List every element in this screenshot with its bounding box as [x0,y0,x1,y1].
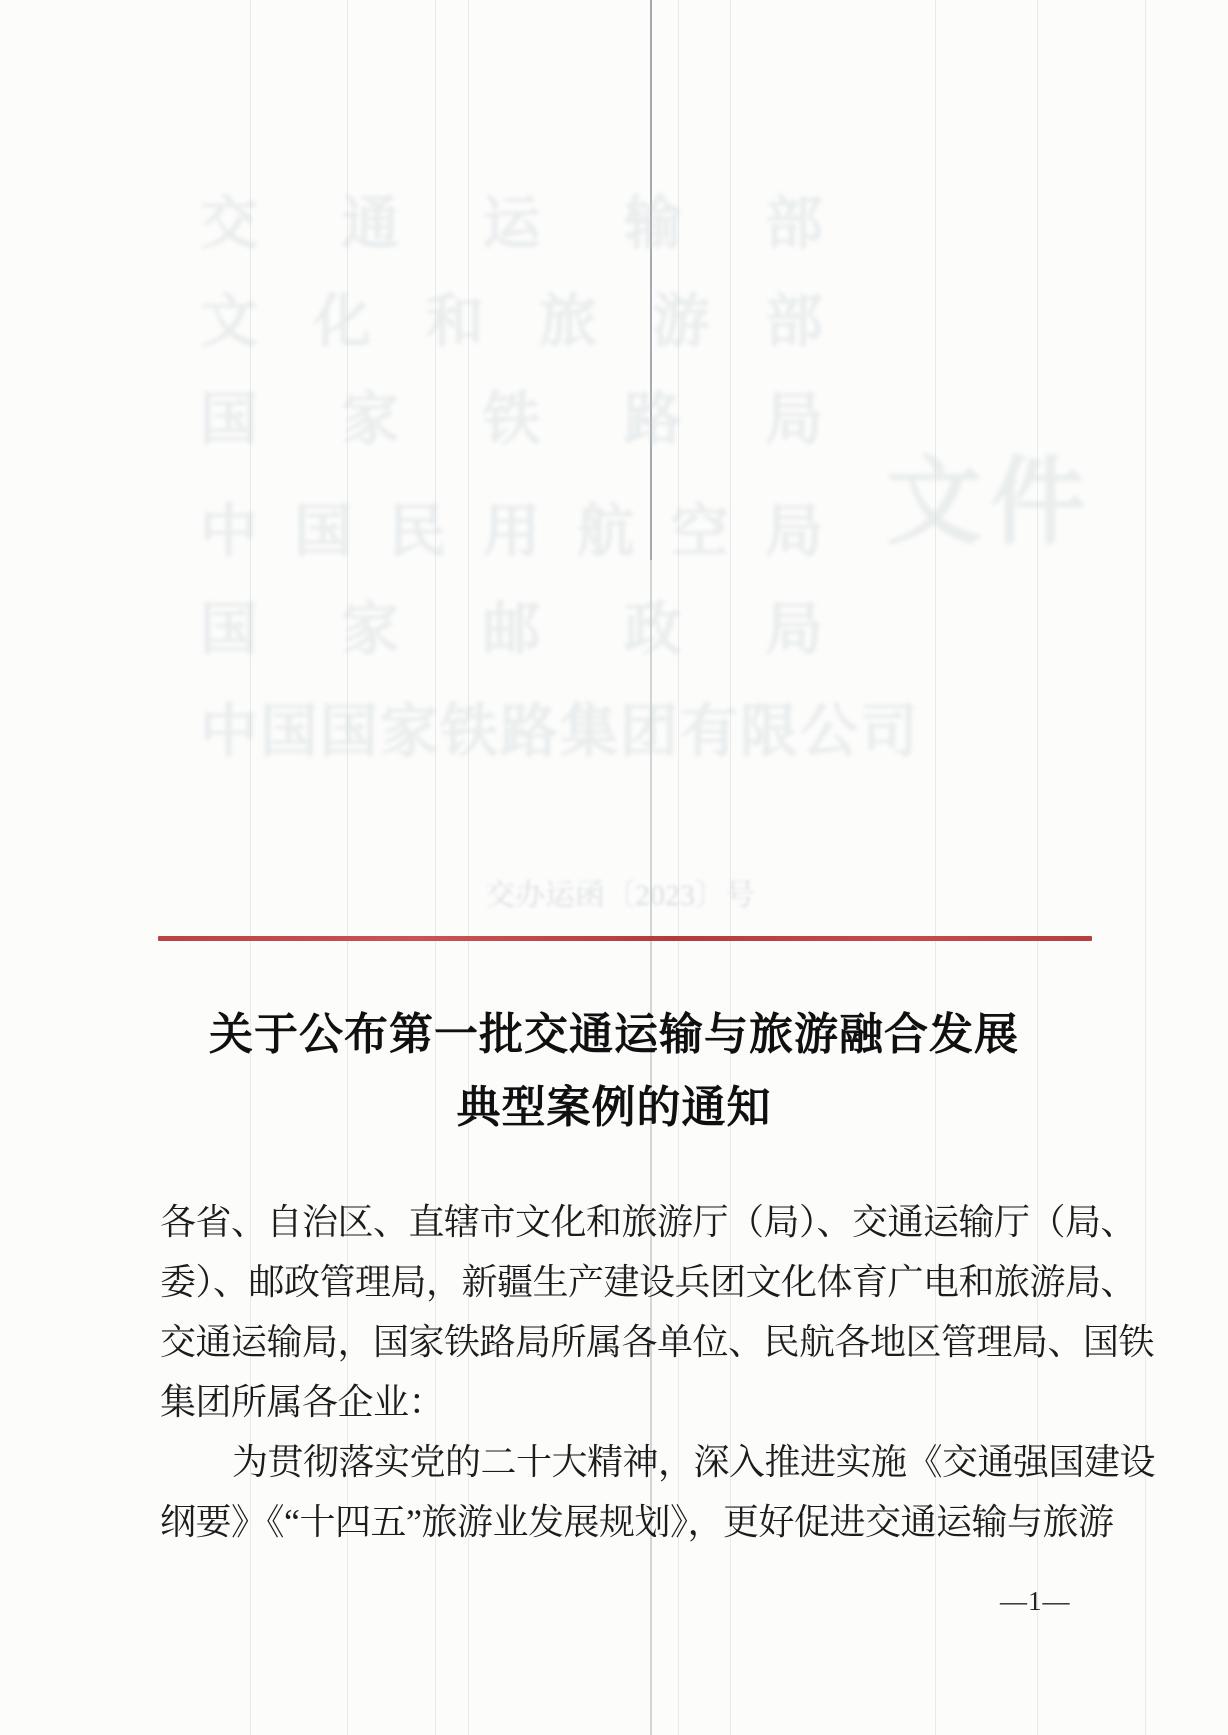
body-line: 纲要》《“十四五”旅游业发展规划》，更好促进交通运输与旅游 [160,1502,1114,1542]
scan-streak [650,0,652,560]
letterhead-agency-row: 中国国家铁路集团有限公司 [200,699,921,764]
body-line: 交通运输局，国家铁路局所属各单位、民航各地区管理局、国铁 [160,1322,1155,1362]
letterhead-agency-row: 国家邮政局 [200,597,825,662]
body-line: 委）、邮政管理局，新疆生产建设兵团文化体育广电和旅游局、 [160,1262,1137,1302]
letterhead-agency-row: 国家铁路局 [200,387,825,452]
body-line: 为贯彻落实党的二十大精神，深入推进实施《交通强国建设 [232,1442,1156,1482]
document-number-faded: 交办运函〔2023〕号 [485,879,755,912]
page-number: —1— [1000,1586,1071,1616]
document-body [160,1192,1156,1552]
document-title-line1: 关于公布第一批交通运输与旅游融合发展 [209,1010,1019,1059]
letterhead-agency-row: 文化和旅游部 [200,289,825,354]
letterhead-agency-row: 中国民用航空局 [200,499,825,564]
letterhead-wenjian-mark: 文件 [886,449,1094,556]
body-line: 集团所属各企业： [160,1382,445,1422]
document-title-line2: 典型案例的通知 [456,1083,772,1132]
red-divider [158,936,1092,941]
body-line: 各省、自治区、直辖市文化和旅游厅（局）、交通运输厅（局、 [160,1202,1137,1242]
letterhead-agency-row: 交通运输部 [200,191,825,256]
document-title [149,998,1079,1144]
